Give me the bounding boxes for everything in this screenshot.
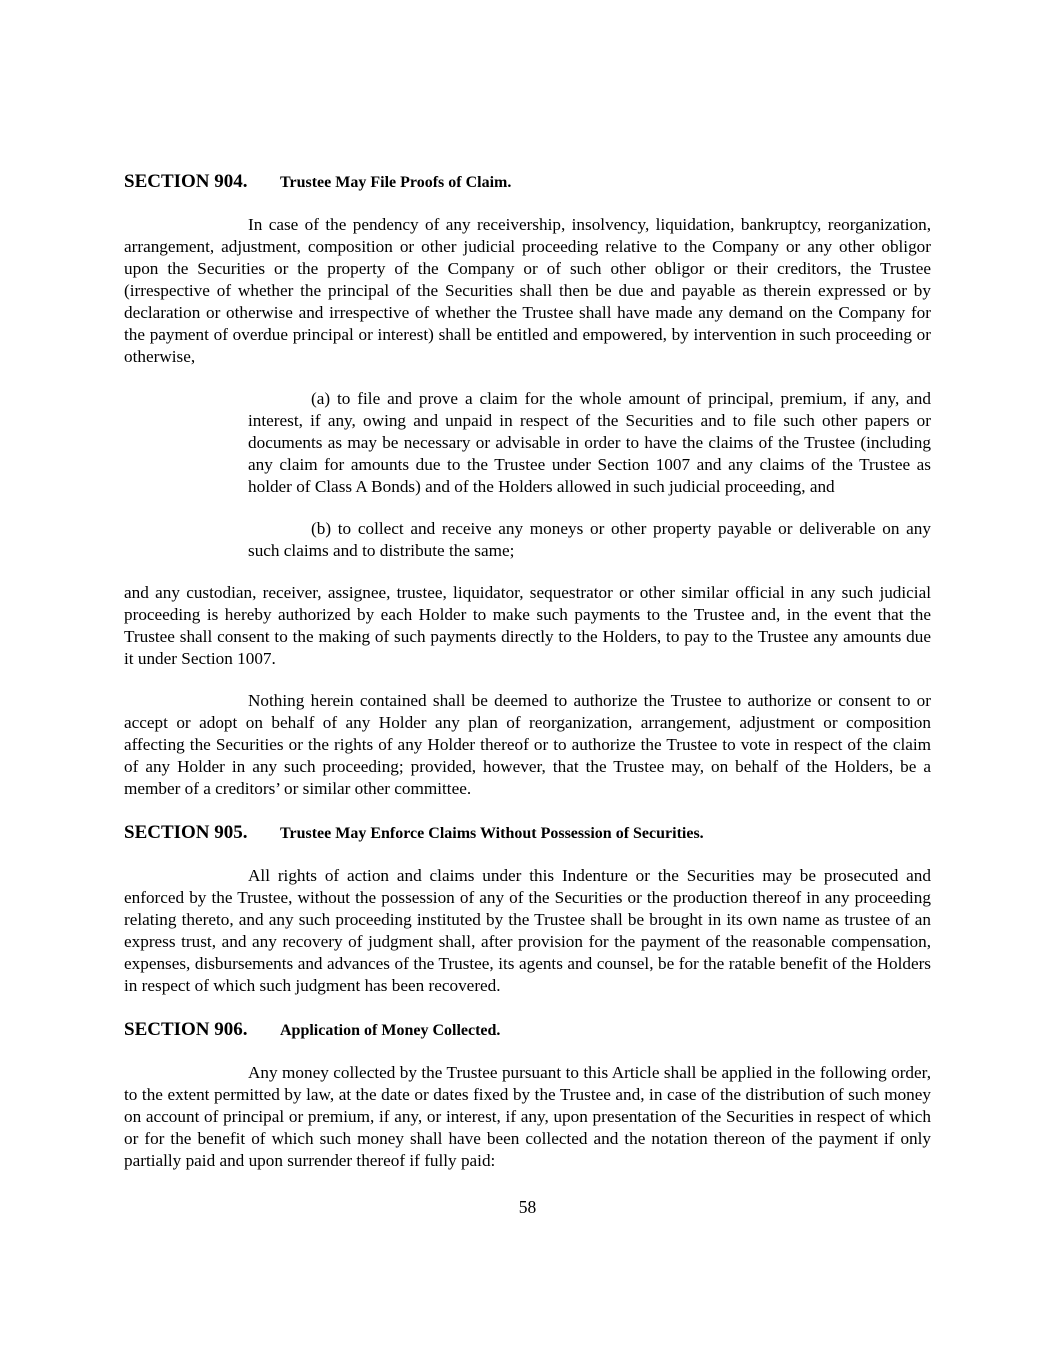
section-title: Trustee May File Proofs of Claim. — [280, 174, 512, 191]
paragraph: Nothing herein contained shall be deemed to authorize the Trustee to authorize or consent to or accept or adopt on behalf of any Holder any plan of reorganization, arrangement, adjustment or composition affecting the Securities or the rights of any Holder thereof or to authorize the Trustee to vote in respect of the claim of any Holder in any such proceeding; provided, however, that the Trustee may, on behalf of the Holders, be a member of a creditors’ or similar other committee. — [124, 691, 931, 798]
section-number: SECTION 905. — [124, 822, 248, 843]
clause-a: (a) to file and prove a claim for the whole amount of principal, premium, if any, and interest, if any, owing and unpaid in respect of the Securities and to file such other papers or documents as may be necessary or advisable in order to have the claims of the Trustee (including any claim for amounts due to the Trustee under Section 1007 and any claims of the Trustee as holder of Class A Bonds) and of the Holders allowed in such judicial proceeding, and — [248, 389, 931, 496]
paragraph: All rights of action and claims under this Indenture or the Securities may be prosecuted and enforced by the Trustee, without the possession of any of the Securities or the production thereof in any proceeding relating thereto, and any such proceeding instituted by the Trustee shall be brought in its own name as trustee of an express trust, and any recovery of judgment shall, after provision for the payment of the reasonable compensation, expenses, disbursements and advances of the Trustee, its agents and counsel, be for the ratable benefit of the Holders in respect of which such judgment has been recovered. — [124, 866, 931, 995]
paragraph: Any money collected by the Trustee pursuant to this Article shall be applied in the following order, to the extent permitted by law, at the date or dates fixed by the Trustee and, in case of the distribution of such money on account of principal or premium, if any, or interest, if any, upon presentation of the Securities in respect of which or for the benefit of which such money shall have been collected and the notation thereon of the payment if only partially paid and upon surrender thereof if fully paid: — [124, 1063, 931, 1170]
section-904-heading — [124, 171, 931, 194]
paragraph: In case of the pendency of any receivership, insolvency, liquidation, bankruptcy, reorganization, arrangement, adjustment, composition or other judicial proceeding relative to the Company or any other obligor upon the Securities or the property of the Company or of such other obligor or their creditors, the Trustee (irrespective of whether the principal of the Securities shall then be due and payable as therein expressed or by declaration or otherwise and irrespective of whether the Trustee shall have made any demand on the Company for the payment of overdue principal or interest) shall be entitled and empowered, by intervention in such proceeding or otherwise, — [124, 215, 931, 366]
section-906-heading — [124, 1019, 931, 1042]
section-number: SECTION 904. — [124, 171, 248, 192]
section-title: Application of Money Collected. — [280, 1022, 501, 1039]
section-number: SECTION 906. — [124, 1019, 248, 1040]
paragraph: and any custodian, receiver, assignee, trustee, liquidator, sequestrator or other similar official in any such judicial proceeding is hereby authorized by each Holder to make such payments to the Trustee and, in the event that the Trustee shall consent to the making of such payments directly to the Holders, to pay to the Trustee any amounts due it under Section 1007. — [124, 583, 931, 668]
section-905-heading — [124, 822, 931, 845]
section-title: Trustee May Enforce Claims Without Possession of Securities. — [280, 825, 704, 842]
page-number: 58 — [518, 1197, 537, 1217]
document-page — [124, 171, 931, 1192]
clause-b: (b) to collect and receive any moneys or other property payable or deliverable on any such claims and to distribute the same; — [248, 519, 931, 560]
